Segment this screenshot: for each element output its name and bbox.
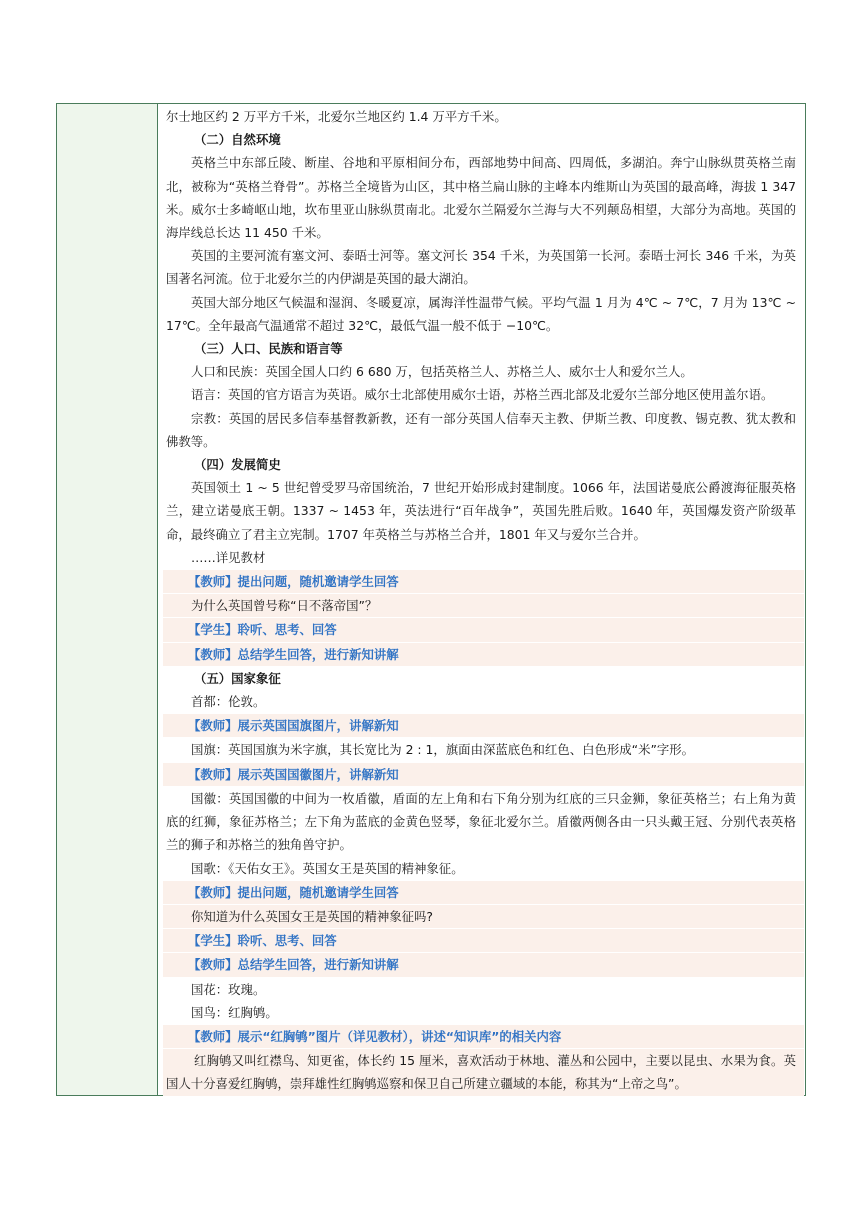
robin-paragraph: 红胸鸲又叫红襟鸟、知更雀，体长约 15 厘米，喜欢活动于林地、灌丛和公园中，主要以昆虫、水果为食。英国人十分喜爱红胸鸲，崇拜雄性红胸鸲巡察和保卫自己所建立疆域的本能，称其为“上帝之鸟”。 bbox=[163, 1049, 804, 1095]
religion-paragraph: 宗教：英国的居民多信奉基督教新教，还有一部分英国人信奉天主教、伊斯兰教、印度教、锡克教、犹太教和佛教等。 bbox=[166, 410, 796, 449]
question-2: 你知道为什么英国女王是英国的精神象征吗? bbox=[163, 905, 804, 928]
bird-paragraph: 国鸟：红胸鸲。 bbox=[191, 1004, 278, 1020]
question-1: 为什么英国曾号称“日不落帝国”？ bbox=[163, 594, 804, 617]
terrain-paragraph: 英格兰中东部丘陵、断崖、谷地和平原相间分布，西部地势中间高、四周低，多湖泊。奔宁山脉纵贯英格兰南北，被称为“英格兰脊骨”。苏格兰全境皆为山区，其中格兰扁山脉的主峰本内维斯山为英国的最高峰，海拔 1 347 米。威尔士多崎岖山地，坎布里亚山脉纵贯南北。北爱尔兰隔爱尔兰海与大不列颠岛相望，大部分为高地。英国的海岸线总长达 11 450 千米。 bbox=[166, 155, 796, 241]
history-paragraph: 英国领土 1 ~ 5 世纪曾受罗马帝国统治，7 世纪开始形成封建制度。1066 年，法国诺曼底公爵渡海征服英格兰，建立诺曼底王朝。1337 ~ 1453 年，英法进行“百年战争”，英国先胜后败。1640 年，英国爆发资产阶级革命，最终确立了君主立宪制。1707 年英格兰与苏格兰合并，1801 年又与爱尔兰合并。 bbox=[166, 480, 796, 542]
teacher-robin-note: 【教师】展示“红胸鸲”图片（详见教材），讲述“知识库”的相关内容 bbox=[163, 1025, 804, 1048]
table-left-column bbox=[57, 104, 158, 1095]
population-paragraph: 人口和民族：英国全国人口约 6 680 万，包括英格兰人、苏格兰人、威尔士人和爱尔兰人。 bbox=[191, 364, 693, 380]
teacher-flag-note: 【教师】展示英国国旗图片，讲解新知 bbox=[163, 714, 804, 737]
lesson-table bbox=[56, 103, 806, 1096]
teacher-summary-note-1: 【教师】总结学生回答，进行新知讲解 bbox=[163, 643, 804, 666]
flag-paragraph: 国旗：英国国旗为米字旗，其长宽比为 2 : 1，旗面由深蓝底色和红色、白色形成“米”字形。 bbox=[191, 742, 695, 758]
area-paragraph-tail: 尔士地区约 2 万平方千米，北爱尔兰地区约 1.4 万平方千米。 bbox=[166, 109, 507, 124]
rivers-paragraph: 英国的主要河流有塞文河、泰晤士河等。塞文河长 354 千米，为英国第一长河。泰晤士河长 346 千米，为英国著名河流。位于北爱尔兰的内伊湖是英国的最大湖泊。 bbox=[166, 248, 796, 287]
teacher-ask-note-2: 【教师】提出问题，随机邀请学生回答 bbox=[163, 881, 804, 904]
see-textbook-note: ……详见教材 bbox=[191, 549, 266, 565]
lesson-content bbox=[166, 105, 796, 1097]
section-heading-nature: （二）自然环境 bbox=[194, 132, 281, 148]
student-answer-note-1: 【学生】聆听、思考、回答 bbox=[163, 618, 804, 641]
language-paragraph: 语言：英国的官方语言为英语。威尔士北部使用威尔士语，苏格兰西北部及北爱尔兰部分地区使用盖尔语。 bbox=[191, 387, 774, 403]
student-answer-note-2: 【学生】聆听、思考、回答 bbox=[163, 929, 804, 952]
flower-paragraph: 国花：玫瑰。 bbox=[191, 981, 266, 997]
teacher-emblem-note: 【教师】展示英国国徽图片，讲解新知 bbox=[163, 763, 804, 786]
teacher-summary-note-2: 【教师】总结学生回答，进行新知讲解 bbox=[163, 953, 804, 976]
section-heading-history: （四）发展简史 bbox=[194, 457, 281, 473]
emblem-paragraph: 国徽：英国国徽的中间为一枚盾徽，盾面的左上角和右下角分别为红底的三只金狮，象征英格兰；右上角为黄底的红狮，象征苏格兰；左下角为蓝底的金黄色竖琴，象征北爱尔兰。盾徽两侧各由一只头戴王冠、分别代表英格兰的狮子和苏格兰的独角兽守护。 bbox=[166, 790, 796, 853]
section-heading-symbols: （五）国家象征 bbox=[194, 670, 281, 686]
anthem-paragraph: 国歌：《天佑女王》。英国女王是英国的精神象征。 bbox=[191, 860, 464, 876]
teacher-ask-note-1: 【教师】提出问题，随机邀请学生回答 bbox=[163, 570, 804, 593]
section-heading-population: （三）人口、民族和语言等 bbox=[194, 341, 343, 357]
capital-paragraph: 首都：伦敦。 bbox=[191, 694, 266, 710]
climate-paragraph: 英国大部分地区气候温和湿润、冬暖夏凉，属海洋性温带气候。平均气温 1 月为 4℃ ~ 7℃，7 月为 13℃ ~ 17℃。全年最高气温通常不超过 32℃，最低气温一般不低于 −10℃。 bbox=[166, 294, 796, 333]
